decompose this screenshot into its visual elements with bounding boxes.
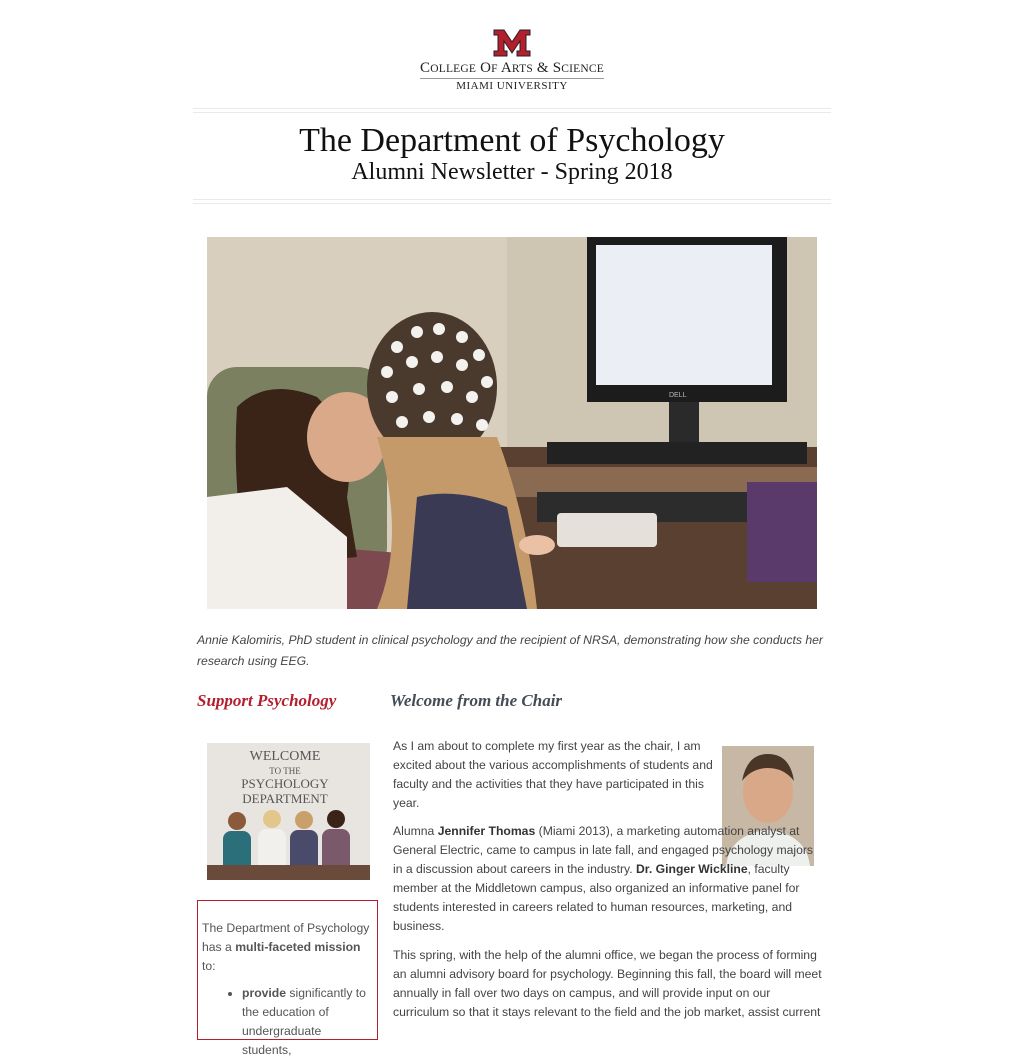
- welcome-sign-photo[interactable]: [207, 743, 370, 880]
- college-logo[interactable]: [420, 28, 604, 92]
- header-rule-top: [193, 108, 831, 113]
- mission-box: [197, 900, 378, 1057]
- university-name: MIAMI UNIVERSITY: [456, 80, 568, 92]
- page-title: The Department of Psychology: [299, 122, 725, 159]
- sign-line-2: TO THE: [269, 766, 301, 776]
- mission-intro: The Department of Psychology has a multi-faceted mission to:: [202, 921, 370, 973]
- hero-caption: Annie Kalomiris, PhD student in clinical psychology and the recipient of NRSA, demonstrating how she conducts her research using EEG.: [197, 633, 823, 668]
- monitor-brand: DELL: [669, 392, 687, 399]
- chair-letter-paragraph-2: Alumna Jennifer Thomas (Miami 2013), a marketing automation analyst at General Electric, came to campus in late fall, and engaged psychology majors in a discussion about careers in the industry. Dr. Ginger Wickline, faculty member at the Middletown campus, also organized an informative panel for students interested in careers related to human resources, marketing, and business.: [393, 824, 814, 933]
- page-subtitle: Alumni Newsletter - Spring 2018: [351, 159, 673, 185]
- header-rule-bottom: [193, 199, 831, 204]
- college-name: COLLEGE OF ARTS & SCIENCE: [420, 60, 604, 79]
- sign-line-1: WELCOME: [249, 749, 321, 764]
- sign-line-4: DEPARTMENT: [242, 791, 328, 806]
- chair-letter-paragraph-1: As I am about to complete my first year as the chair, I am excited about the various accomplishments of students and faculty and the activities that they have participated in this year.: [393, 739, 713, 810]
- hero-photo: [207, 237, 817, 609]
- chair-letter-paragraph-3: This spring, with the help of the alumni office, we began the process of forming an alumni advisory board for psychology. Beginning this fall, the board will meet annually in fall over two days on campus, and will provide input on our curriculum so that it stays relevant to the field and the job market, assist current: [393, 948, 822, 1019]
- mission-list: [202, 984, 373, 1060]
- miami-m-logo-icon: [492, 28, 532, 58]
- list-item: • provide significantly to the education of undergraduate students,: [242, 984, 373, 1060]
- support-psychology-link[interactable]: Support Psychology: [197, 691, 337, 710]
- welcome-heading: Welcome from the Chair: [390, 691, 563, 710]
- sign-line-3: PSYCHOLOGY: [241, 776, 329, 791]
